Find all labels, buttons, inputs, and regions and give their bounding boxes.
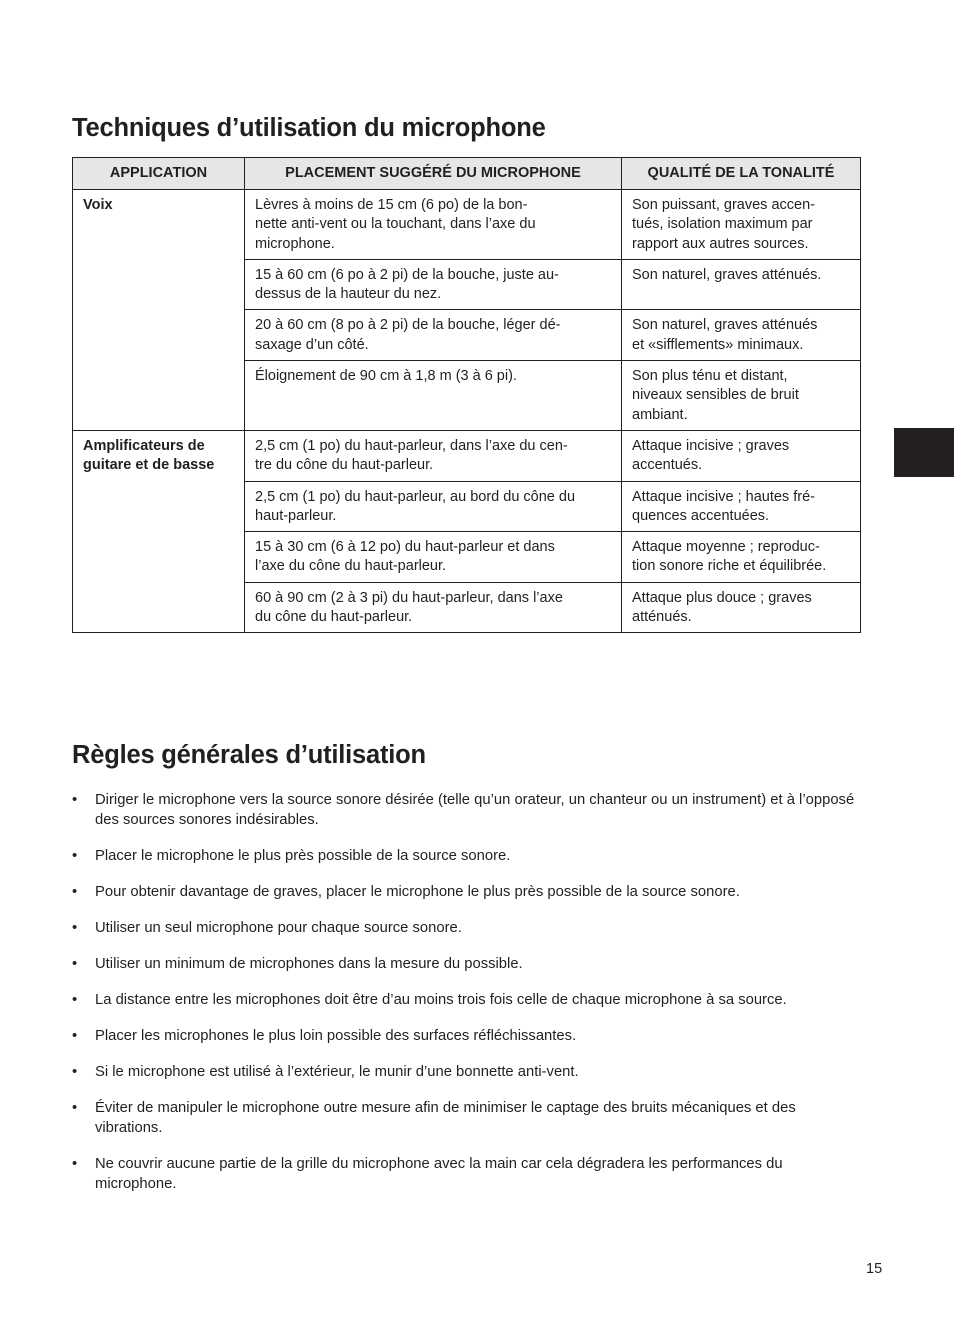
rule-text: Ne couvrir aucune partie de la grille du microphone avec la main car cela dégradera les performances du microphone. [95,1156,783,1192]
bullet-icon: • [72,992,78,1008]
section-title-regles: Règles générales d’utilisation [72,741,426,769]
bullet-icon: • [72,1064,78,1080]
header-quality: QUALITÉ DE LA TONALITÉ [622,158,861,190]
rule-item [72,918,862,938]
placement-cell: Éloignement de 90 cm à 1,8 m (3 à 6 pi). [245,361,622,431]
placement-cell: 60 à 90 cm (2 à 3 pi) du haut-parleur, dans l’axe du cône du haut-parleur. [245,582,622,633]
rule-item [72,1026,862,1046]
rule-item [72,954,862,974]
rule-text: Éviter de manipuler le microphone outre mesure afin de minimiser le captage des bruits mécaniques et des vibrations. [95,1100,796,1136]
quality-cell: Attaque incisive ; hautes fré- quences accentuées. [622,481,861,532]
rule-item [72,990,862,1010]
rule-text: Placer le microphone le plus près possible de la source sonore. [95,848,511,864]
table-row [73,430,861,481]
quality-cell: Son puissant, graves accen- tués, isolation maximum par rapport aux autres sources. [622,190,861,260]
rule-item [72,846,862,866]
quality-cell: Son plus ténu et distant, niveaux sensibles de bruit ambiant. [622,361,861,431]
bullet-icon: • [72,956,78,972]
rule-text: Pour obtenir davantage de graves, placer le microphone le plus près possible de la source sonore. [95,884,740,900]
header-placement: PLACEMENT SUGGÉRÉ DU MICROPHONE [245,158,622,190]
section-title-techniques: Techniques d’utilisation du microphone [72,114,546,142]
quality-cell: Son naturel, graves atténués et «sifflements» minimaux. [622,310,861,361]
quality-cell: Attaque plus douce ; graves atténués. [622,582,861,633]
bullet-icon: • [72,920,78,936]
bullet-icon: • [72,1100,78,1116]
rule-item [72,1062,862,1082]
header-application: APPLICATION [73,158,245,190]
placement-cell: 15 à 30 cm (6 à 12 po) du haut-parleur et dans l’axe du cône du haut-parleur. [245,532,622,583]
rules-list [72,790,862,1210]
rule-text: La distance entre les microphones doit être d’au moins trois fois celle de chaque microphone à sa source. [95,992,787,1008]
bullet-icon: • [72,792,78,808]
microphone-techniques-table [72,157,861,633]
quality-cell: Attaque incisive ; graves accentués. [622,430,861,481]
rule-text: Placer les microphones le plus loin possible des surfaces réfléchissantes. [95,1028,577,1044]
rule-item [72,1154,862,1194]
bullet-icon: • [72,1028,78,1044]
bullet-icon: • [72,1156,78,1172]
rule-text: Utiliser un minimum de microphones dans la mesure du possible. [95,956,523,972]
quality-cell: Attaque moyenne ; reproduc- tion sonore riche et équilibrée. [622,532,861,583]
page-number: 15 [866,1261,883,1277]
placement-cell: 2,5 cm (1 po) du haut-parleur, dans l’axe du cen- tre du cône du haut-parleur. [245,430,622,481]
rule-item [72,882,862,902]
rule-item [72,790,862,830]
bullet-icon: • [72,848,78,864]
table-header-row [73,158,861,190]
application-cell: Amplificateurs de guitare et de basse [73,430,245,632]
application-cell: Voix [73,190,245,431]
rule-text: Diriger le microphone vers la source sonore désirée (telle qu’un orateur, un chanteur ou un instrument) et à l’opposé des sources sonores indésirables. [95,792,855,828]
quality-cell: Son naturel, graves atténués. [622,259,861,310]
placement-cell: 2,5 cm (1 po) du haut-parleur, au bord du cône du haut-parleur. [245,481,622,532]
table-row [73,190,861,260]
language-tab-marker [894,428,954,477]
placement-cell: Lèvres à moins de 15 cm (6 po) de la bon- nette anti-vent ou la touchant, dans l’axe du microphone. [245,190,622,260]
placement-cell: 20 à 60 cm (8 po à 2 pi) de la bouche, léger dé- saxage d’un côté. [245,310,622,361]
placement-cell: 15 à 60 cm (6 po à 2 pi) de la bouche, juste au- dessus de la hauteur du nez. [245,259,622,310]
rule-text: Utiliser un seul microphone pour chaque source sonore. [95,920,462,936]
bullet-icon: • [72,884,78,900]
rule-text: Si le microphone est utilisé à l’extérieur, le munir d’une bonnette anti-vent. [95,1064,579,1080]
rule-item [72,1098,862,1138]
